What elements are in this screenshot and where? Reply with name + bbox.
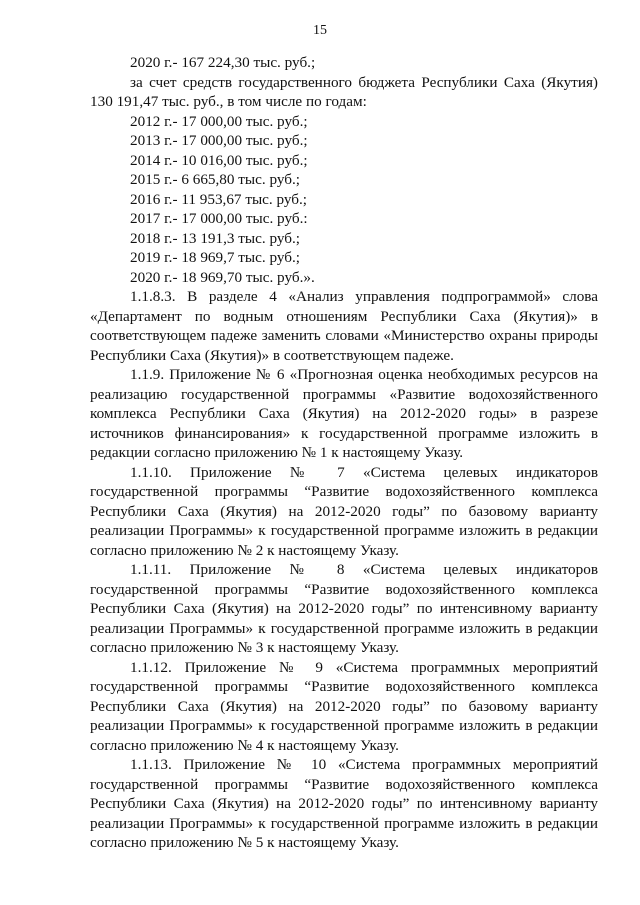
year-item: 2020 г.- 18 969,70 тыс. руб.».: [130, 268, 315, 286]
year-item: 2017 г.- 17 000,00 тыс. руб.:: [130, 210, 308, 227]
paragraph-line: реализации Программы» к государственной программе изложить в редакции: [90, 522, 598, 539]
paragraph-line: 1.1.9. Приложение № 6 «Прогнозная оценка необходимых ресурсов на: [130, 366, 598, 383]
year-item: 2013 г.- 17 000,00 тыс. руб.;: [130, 132, 308, 149]
paragraph-line: Республики Саха (Якутия)» в соответствующем падеже.: [90, 346, 454, 364]
paragraph-line: государственной программы “Развитие водохозяйственного комплекса: [90, 678, 598, 695]
year-item: 2019 г.- 18 969,7 тыс. руб.;: [130, 249, 300, 266]
year-item: 2015 г.- 6 665,80 тыс. руб.;: [130, 171, 300, 188]
paragraph-line: согласно приложению № 2 к настоящему Указу.: [90, 541, 399, 559]
paragraph-line: реализации Программы» к государственной программе изложить в редакции: [90, 717, 598, 734]
paragraph-line: реализации Программы» к государственной программе изложить в редакции: [90, 619, 598, 637]
paragraph-line: 1.1.8.3. В разделе 4 «Анализ управления подпрограммой» слова: [130, 288, 598, 305]
paragraph-1-1-8-3: [90, 287, 598, 365]
paragraph-line: государственной программы “Развитие водохозяйственного комплекса: [90, 580, 598, 598]
paragraph-1-1-9: [90, 365, 598, 463]
budget-line: 130 191,47 тыс. руб., в том числе по годам:: [90, 93, 367, 110]
year-item: 2018 г.- 13 191,3 тыс. руб.;: [130, 229, 300, 247]
paragraph-1-1-12: [90, 658, 598, 756]
paragraph-line: реализацию государственной программы «Развитие водохозяйственного: [90, 385, 598, 403]
paragraph-line: согласно приложению № 3 к настоящему Указу.: [90, 639, 399, 656]
year-item: 2016 г.- 11 953,67 тыс. руб.;: [130, 190, 308, 208]
paragraph-1-1-10: [90, 463, 598, 561]
paragraph-line: редакции согласно приложению № 1 к настоящему Указу.: [90, 444, 464, 461]
paragraph-line: источников финансирования» к государственной программе изложить в: [90, 424, 598, 442]
paragraph-line: Республики Саха (Якутия) на 2012-2020 годы” по базовому варианту: [90, 502, 598, 520]
year-item: 2014 г.- 10 016,00 тыс. руб.;: [130, 151, 308, 169]
paragraph-line: Республики Саха (Якутия) на 2012-2020 годы” по базовому варианту: [90, 697, 598, 715]
paragraph-line: 1.1.11. Приложение № 8 «Система целевых индикаторов: [130, 561, 598, 578]
paragraph-line: государственной программы “Развитие водохозяйственного комплекса: [90, 483, 598, 500]
paragraph-1-1-11: [90, 560, 598, 658]
paragraph-line: Республики Саха (Якутия) на 2012-2020 годы” по интенсивному варианту: [90, 795, 598, 812]
paragraph-line: 1.1.13. Приложение № 10 «Система программных мероприятий: [130, 756, 598, 773]
funding-2020-line: 2020 г.- 167 224,30 тыс. руб.;: [130, 54, 316, 71]
paragraph-line: государственной программы “Развитие водохозяйственного комплекса: [90, 775, 598, 793]
budget-paragraph: [90, 73, 598, 112]
paragraph-line: согласно приложению № 4 к настоящему Указу.: [90, 736, 399, 754]
document-body: [90, 53, 598, 853]
paragraph-line: реализации Программы» к государственной программе изложить в редакции: [90, 814, 598, 832]
paragraph-line: Республики Саха (Якутия) на 2012-2020 годы” по интенсивному варианту: [90, 600, 598, 617]
paragraph-line: 1.1.10. Приложение № 7 «Система целевых индикаторов: [130, 463, 598, 481]
years-list: [90, 112, 598, 288]
paragraph-line: комплекса Республики Саха (Якутия) на 2012-2020 годы» в разрезе: [90, 405, 598, 422]
paragraph-1-1-13: [90, 755, 598, 853]
paragraph-line: 1.1.12. Приложение № 9 «Система программных мероприятий: [130, 658, 598, 676]
paragraph-line: «Департамент по водным отношениям Республики Саха (Якутия)» в: [90, 307, 598, 325]
paragraph-line: соответствующем падеже заменить словами «Министерство охраны природы: [90, 327, 598, 344]
paragraph-line: согласно приложению № 5 к настоящему Указу.: [90, 834, 399, 851]
year-item: 2012 г.- 17 000,00 тыс. руб.;: [130, 112, 308, 130]
budget-line: за счет средств государственного бюджета Республики Саха (Якутия): [130, 73, 598, 91]
page-number: 15: [313, 23, 327, 38]
